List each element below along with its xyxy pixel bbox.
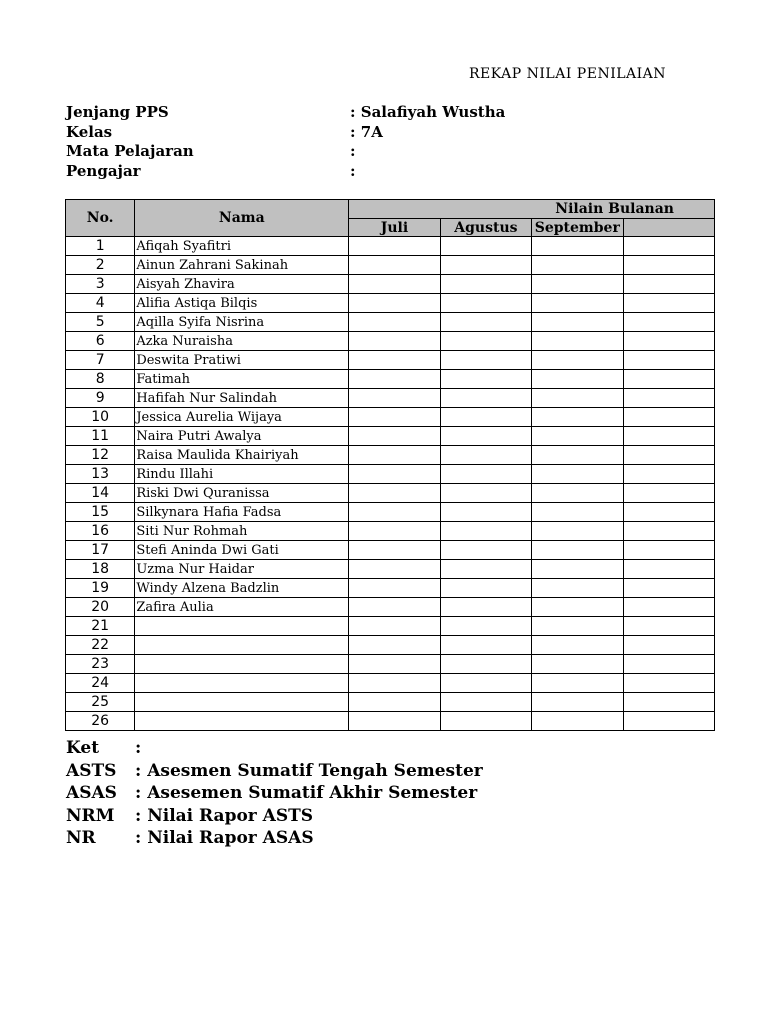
student-name: Raisa Maulida Khairiyah [135, 446, 349, 465]
score-cell-juli [349, 712, 440, 731]
score-cell-juli [349, 693, 440, 712]
score-cell-juli [349, 237, 440, 256]
legend-item [66, 783, 666, 806]
score-cell-agustus [440, 541, 531, 560]
score-cell-september [532, 541, 623, 560]
info-label: Jenjang PPS [66, 103, 169, 121]
student-name: Siti Nur Rohmah [135, 522, 349, 541]
student-name: Rindu Illahi [135, 465, 349, 484]
row-number: 4 [66, 294, 135, 313]
legend-value: : Asesemen Sumatif Akhir Semester [135, 783, 478, 803]
score-cell-hidden [623, 712, 715, 731]
score-cell-juli [349, 408, 440, 427]
student-name [135, 712, 349, 731]
score-cell-agustus [440, 484, 531, 503]
row-number: 21 [66, 617, 135, 636]
score-cell-hidden [623, 693, 715, 712]
table-row [66, 655, 715, 674]
score-cell-september [532, 503, 623, 522]
score-cell-hidden [623, 522, 715, 541]
score-cell-hidden [623, 275, 715, 294]
score-cell-hidden [623, 465, 715, 484]
legend-value: : Asesmen Sumatif Tengah Semester [135, 760, 483, 781]
score-cell-hidden [623, 617, 715, 636]
legend-item [66, 806, 666, 829]
score-cell-september [532, 579, 623, 598]
score-cell-hidden [623, 560, 715, 579]
score-cell-hidden [623, 541, 715, 560]
monthly-score-header: Nilain Bulanan [349, 200, 715, 219]
student-name [135, 636, 349, 655]
grade-table-body [66, 237, 715, 731]
row-number: 9 [66, 389, 135, 408]
score-cell-agustus [440, 332, 531, 351]
score-cell-juli [349, 655, 440, 674]
score-cell-september [532, 712, 623, 731]
score-cell-agustus [440, 237, 531, 256]
table-row [66, 598, 715, 617]
score-cell-juli [349, 370, 440, 389]
score-cell-hidden [623, 427, 715, 446]
legend-item [66, 761, 666, 784]
score-cell-hidden [623, 313, 715, 332]
student-name: Windy Alzena Badzlin [135, 579, 349, 598]
student-name: Stefi Aninda Dwi Gati [135, 541, 349, 560]
row-number: 7 [66, 351, 135, 370]
score-cell-september [532, 636, 623, 655]
score-cell-juli [349, 351, 440, 370]
score-cell-juli [349, 598, 440, 617]
info-block [66, 103, 626, 181]
row-number: 17 [66, 541, 135, 560]
score-cell-agustus [440, 427, 531, 446]
row-number: 16 [66, 522, 135, 541]
month-header-juli: Juli [349, 219, 440, 237]
student-name: Aqilla Syifa Nisrina [135, 313, 349, 332]
row-number: 13 [66, 465, 135, 484]
score-cell-juli [349, 256, 440, 275]
month-header-hidden [623, 219, 715, 237]
legend-key: ASAS [66, 783, 117, 803]
score-cell-juli [349, 617, 440, 636]
score-cell-agustus [440, 389, 531, 408]
legend-block [66, 738, 666, 851]
student-name: Deswita Pratiwi [135, 351, 349, 370]
table-row [66, 484, 715, 503]
table-row [66, 465, 715, 484]
score-cell-agustus [440, 294, 531, 313]
row-number: 10 [66, 408, 135, 427]
score-cell-agustus [440, 598, 531, 617]
score-cell-september [532, 465, 623, 484]
legend-heading [66, 738, 666, 761]
score-cell-juli [349, 674, 440, 693]
info-row-pengajar [66, 162, 626, 182]
table-row [66, 674, 715, 693]
table-row [66, 370, 715, 389]
row-number: 18 [66, 560, 135, 579]
score-cell-september [532, 408, 623, 427]
score-cell-agustus [440, 579, 531, 598]
row-number: 11 [66, 427, 135, 446]
score-cell-september [532, 674, 623, 693]
score-cell-agustus [440, 636, 531, 655]
score-cell-juli [349, 446, 440, 465]
grade-table-wrapper [65, 199, 674, 731]
score-cell-hidden [623, 636, 715, 655]
score-cell-hidden [623, 579, 715, 598]
score-cell-agustus [440, 370, 531, 389]
score-cell-agustus [440, 655, 531, 674]
score-cell-agustus [440, 351, 531, 370]
score-cell-agustus [440, 560, 531, 579]
student-name: Riski Dwi Quranissa [135, 484, 349, 503]
legend-colon: : [135, 738, 142, 758]
score-cell-september [532, 237, 623, 256]
score-cell-september [532, 351, 623, 370]
score-cell-juli [349, 522, 440, 541]
table-row [66, 522, 715, 541]
table-row [66, 712, 715, 731]
month-header-agustus: Agustus [440, 219, 531, 237]
table-row [66, 541, 715, 560]
student-name [135, 693, 349, 712]
score-cell-hidden [623, 370, 715, 389]
no-column-header: No. [66, 200, 135, 237]
score-cell-september [532, 598, 623, 617]
student-name [135, 674, 349, 693]
document-title: REKAP NILAI PENILAIAN [469, 66, 667, 82]
table-row [66, 237, 715, 256]
table-row [66, 389, 715, 408]
table-row [66, 256, 715, 275]
row-number: 23 [66, 655, 135, 674]
score-cell-september [532, 446, 623, 465]
info-label: Mata Pelajaran [66, 142, 194, 160]
score-cell-september [532, 389, 623, 408]
table-row [66, 427, 715, 446]
score-cell-september [532, 313, 623, 332]
score-cell-september [532, 427, 623, 446]
score-cell-hidden [623, 484, 715, 503]
score-cell-september [532, 655, 623, 674]
student-name: Fatimah [135, 370, 349, 389]
grade-table [65, 199, 715, 731]
table-row [66, 294, 715, 313]
score-cell-agustus [440, 617, 531, 636]
score-cell-juli [349, 465, 440, 484]
student-name: Alifia Astiqa Bilqis [135, 294, 349, 313]
row-number: 5 [66, 313, 135, 332]
info-value: : 7A [350, 122, 383, 141]
score-cell-hidden [623, 237, 715, 256]
score-cell-september [532, 522, 623, 541]
student-name: Naira Putri Awalya [135, 427, 349, 446]
legend-item [66, 828, 666, 851]
score-cell-juli [349, 427, 440, 446]
info-row-jenjang [66, 103, 626, 123]
score-cell-september [532, 560, 623, 579]
score-cell-juli [349, 579, 440, 598]
score-cell-juli [349, 313, 440, 332]
info-value: : Salafiyah Wustha [350, 103, 506, 121]
student-name: Silkynara Hafia Fadsa [135, 503, 349, 522]
score-cell-agustus [440, 313, 531, 332]
score-cell-agustus [440, 465, 531, 484]
score-cell-agustus [440, 275, 531, 294]
student-name: Uzma Nur Haidar [135, 560, 349, 579]
score-cell-hidden [623, 674, 715, 693]
score-cell-september [532, 332, 623, 351]
student-name: Hafifah Nur Salindah [135, 389, 349, 408]
info-value: : [350, 161, 356, 180]
row-number: 1 [66, 237, 135, 256]
row-number: 19 [66, 579, 135, 598]
score-cell-agustus [440, 712, 531, 731]
row-number: 20 [66, 598, 135, 617]
student-name [135, 617, 349, 636]
score-cell-september [532, 693, 623, 712]
student-name: Aisyah Zhavira [135, 275, 349, 294]
score-cell-agustus [440, 693, 531, 712]
table-row [66, 408, 715, 427]
month-header-september: September [532, 219, 623, 237]
score-cell-hidden [623, 294, 715, 313]
row-number: 24 [66, 674, 135, 693]
score-cell-juli [349, 484, 440, 503]
table-row [66, 503, 715, 522]
nama-column-header: Nama [135, 200, 349, 237]
score-cell-juli [349, 294, 440, 313]
score-cell-juli [349, 332, 440, 351]
student-name: Azka Nuraisha [135, 332, 349, 351]
score-cell-september [532, 484, 623, 503]
info-row-kelas [66, 123, 626, 143]
table-row [66, 560, 715, 579]
score-cell-hidden [623, 598, 715, 617]
score-cell-hidden [623, 332, 715, 351]
table-row [66, 351, 715, 370]
row-number: 12 [66, 446, 135, 465]
score-cell-agustus [440, 503, 531, 522]
score-cell-september [532, 617, 623, 636]
legend-key: NR [66, 828, 96, 848]
info-row-mata-pelajaran [66, 142, 626, 162]
row-number: 22 [66, 636, 135, 655]
table-row [66, 579, 715, 598]
student-name: Zafira Aulia [135, 598, 349, 617]
score-cell-september [532, 275, 623, 294]
row-number: 6 [66, 332, 135, 351]
score-cell-hidden [623, 351, 715, 370]
score-cell-hidden [623, 408, 715, 427]
student-name: Afiqah Syafitri [135, 237, 349, 256]
row-number: 2 [66, 256, 135, 275]
info-value: : [350, 142, 356, 160]
student-name: Ainun Zahrani Sakinah [135, 256, 349, 275]
row-number: 14 [66, 484, 135, 503]
row-number: 3 [66, 275, 135, 294]
score-cell-agustus [440, 446, 531, 465]
row-number: 25 [66, 693, 135, 712]
info-label: Kelas [66, 122, 113, 141]
table-row [66, 446, 715, 465]
score-cell-juli [349, 636, 440, 655]
score-cell-juli [349, 389, 440, 408]
table-row [66, 617, 715, 636]
info-label: Pengajar [66, 161, 141, 180]
row-number: 15 [66, 503, 135, 522]
score-cell-september [532, 370, 623, 389]
legend-key: NRM [66, 805, 115, 826]
score-cell-agustus [440, 674, 531, 693]
score-cell-juli [349, 541, 440, 560]
row-number: 8 [66, 370, 135, 389]
legend-value: : Nilai Rapor ASTS [135, 805, 314, 826]
row-number: 26 [66, 712, 135, 731]
score-cell-hidden [623, 446, 715, 465]
score-cell-september [532, 256, 623, 275]
score-cell-agustus [440, 408, 531, 427]
student-name [135, 655, 349, 674]
table-row [66, 693, 715, 712]
score-cell-september [532, 294, 623, 313]
score-cell-agustus [440, 256, 531, 275]
score-cell-hidden [623, 389, 715, 408]
legend-label: Ket [66, 738, 100, 758]
score-cell-hidden [623, 256, 715, 275]
score-cell-juli [349, 560, 440, 579]
score-cell-hidden [623, 655, 715, 674]
table-row [66, 313, 715, 332]
score-cell-agustus [440, 522, 531, 541]
score-cell-juli [349, 275, 440, 294]
student-name: Jessica Aurelia Wijaya [135, 408, 349, 427]
legend-value: : Nilai Rapor ASAS [135, 828, 314, 848]
table-row [66, 636, 715, 655]
table-row [66, 332, 715, 351]
score-cell-hidden [623, 503, 715, 522]
table-row [66, 275, 715, 294]
legend-key: ASTS [66, 760, 117, 781]
score-cell-juli [349, 503, 440, 522]
